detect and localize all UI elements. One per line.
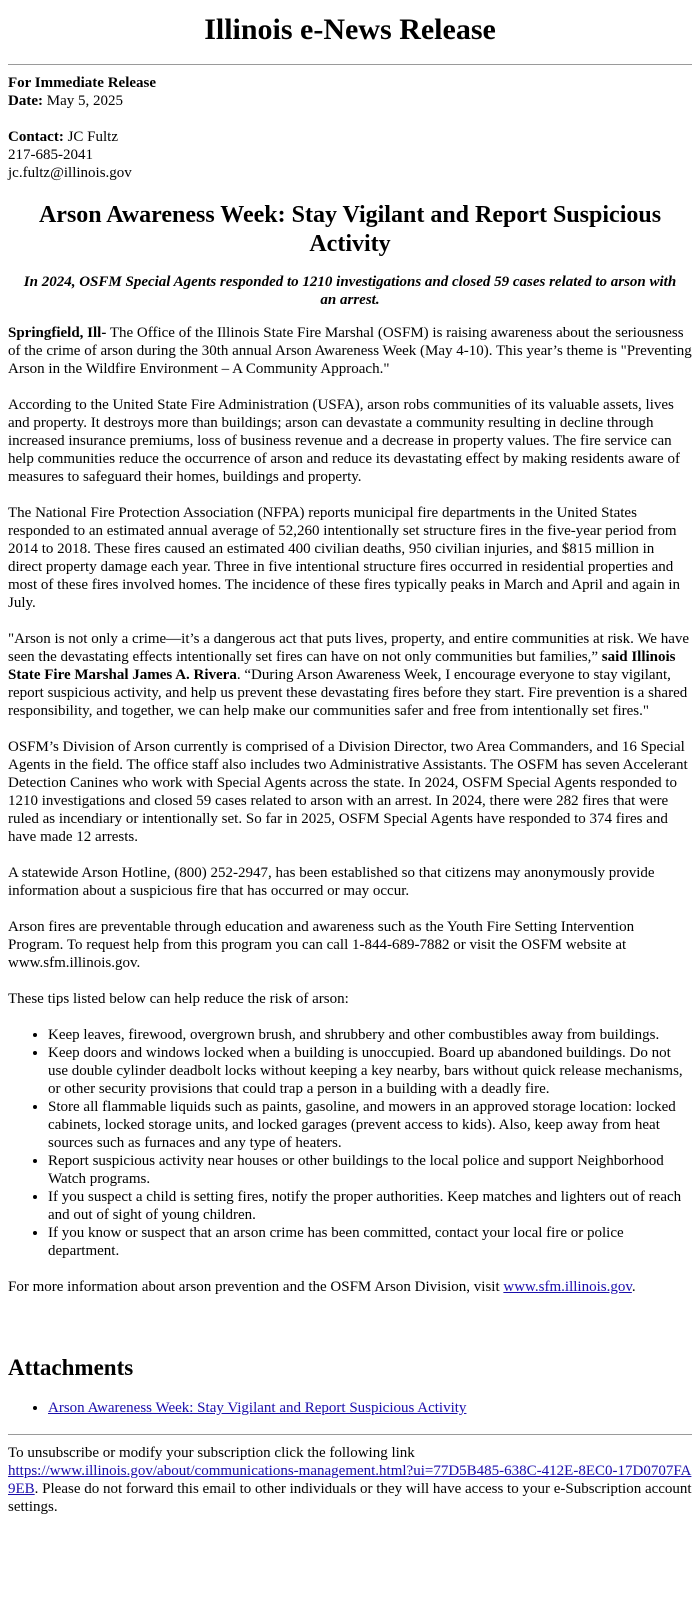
sfm-website-link[interactable]: www.sfm.illinois.gov: [503, 1279, 632, 1295]
list-item: • Keep leaves, firewood, overgrown brush, and shrubbery and other combustibles away from buildings.: [48, 1026, 692, 1044]
list-item: • If you suspect a child is setting fires, notify the proper authorities. Keep matches and lighters out of reach and out of sight of young children.: [48, 1188, 692, 1224]
release-date: [8, 92, 692, 110]
paragraph-tips-intro: These tips listed below can help reduce the risk of arson:: [8, 991, 349, 1007]
paragraph-intro: Springfield, Ill- The Office of the Illinois State Fire Marshal (OSFM) is raising awareness about the seriousness of the crime of arson during the 30th annual Arson Awareness Week (May 4-10). This year’s theme is "Preventing Arson in the Wildfire Environment – A Community Approach.": [8, 325, 692, 377]
release-meta: [8, 74, 692, 182]
list-item: • Report suspicious activity near houses or other buildings to the local police and support Neighborhood Watch programs.: [48, 1152, 692, 1188]
contact-line: [8, 128, 692, 146]
site-title: Illinois e-News Release: [204, 13, 496, 46]
dateline: Springfield, Ill-: [8, 325, 107, 341]
list-item: • Keep doors and windows locked when a building is unoccupied. Board up abandoned buildings. Do not use double cylinder deadbolt locks without keeping a key nearby, bars without quick release mechanisms, or other security provisions that could trap a person in a building with a deadly fire.: [48, 1044, 692, 1098]
contact-label: Contact:: [8, 129, 64, 145]
tips-list: [8, 1026, 692, 1260]
list-item: • If you know or suspect that an arson crime has been committed, contact your local fire or police department.: [48, 1224, 692, 1260]
date-label: Date:: [8, 93, 43, 109]
contact-email: jc.fultz@illinois.gov: [8, 165, 132, 181]
date-value: May 5, 2025: [46, 93, 123, 109]
paragraph-prevention: Arson fires are preventable through education and awareness such as the Youth Fire Setting Intervention Program. To request help from this program you can call 1-844-689-7882 or visit the OSFM website at www.sfm.illinois.gov.: [8, 919, 635, 971]
headline: Arson Awareness Week: Stay Vigilant and Report Suspicious Activity: [38, 202, 662, 257]
contact-name: JC Fultz: [67, 129, 119, 145]
attachment-item: [48, 1399, 692, 1417]
quote-attribution: said Illinois State Fire Marshal James A. Rivera: [8, 649, 676, 683]
paragraph-nfpa: The National Fire Protection Association (NFPA) reports municipal fire departments in the United States responded to an estimated annual average of 52,260 intentionally set structure fires in the five-year period from 2014 to 2018. These fires caused an estimated 400 civilian deaths, 950 civilian injuries, and $815 million in direct property damage each year. Three in five intentional structure fires occurred in residential properties and most of these fires involved homes. The incidence of these fires typically peaks in March and April and again in July.: [8, 505, 681, 611]
paragraph-division: OSFM’s Division of Arson currently is comprised of a Division Director, two Area Commanders, and 16 Special Agents in the field. The office staff also includes two Administrative Assistants. The OSFM has seven Accelerant Detection Canines who work with Special Agents across the state. In 2024, OSFM Special Agents responded to 1210 investigations and closed 59 cases related to arson with an arrest. In 2024, there were 282 fires that were ruled as incendiary or intentionally set. So far in 2025, OSFM Special Agents have responded to 374 fires and have made 12 arrests.: [8, 739, 688, 845]
header-divider: [8, 64, 692, 65]
attachments-title: Attachments: [8, 1355, 134, 1380]
paragraph-hotline: A statewide Arson Hotline, (800) 252-2947, has been established so that citizens may anonymously provide information about a suspicious fire that has occurred or may occur.: [8, 865, 655, 899]
attachment-link[interactable]: Arson Awareness Week: Stay Vigilant and Report Suspicious Activity: [48, 1400, 467, 1416]
paragraph-more-info: For more information about arson prevention and the OSFM Arson Division, visit www.sfm.illinois.gov.: [8, 1279, 636, 1295]
release-label: For Immediate Release: [8, 75, 157, 91]
paragraph-usfa: According to the United State Fire Administration (USFA), arson robs communities of its valuable assets, lives and property. It destroys more than buildings; arson can devastate a community resulting in decline through increased insurance premiums, loss of business revenue and a decrease in property values. The fire service can help communities reduce the occurrence of arson and reduce its devastating effect by making residents aware of measures to safeguard their homes, buildings and property.: [8, 397, 680, 485]
footer: [8, 1444, 692, 1516]
unsubscribe-text: To unsubscribe or modify your subscription click the following link https://www.illinois.gov/about/communications-management.html?ui=77D5B485-638C-412E-8EC0-17D0707FA9EB. Please do not forward this email to other individuals or they will have access to your e-Subscription account settings.: [8, 1445, 692, 1515]
contact-phone: 217-685-2041: [8, 147, 93, 163]
subhead: In 2024, OSFM Special Agents responded to 1210 investigations and closed 59 cases related to arson with an arrest.: [23, 274, 677, 308]
unsubscribe-link[interactable]: https://www.illinois.gov/about/communications-management.html?ui=77D5B485-638C-412E-8EC0-17D0707FA9EB: [8, 1463, 692, 1497]
attachments-list: [8, 1399, 692, 1417]
footer-divider: [8, 1434, 692, 1435]
list-item: • Store all flammable liquids such as paints, gasoline, and mowers in an approved storage location: locked cabinets, locked storage units, and locked garages (prevent access to kids). Also, keep away from heat sources such as furnaces and any type of heaters.: [48, 1098, 692, 1152]
paragraph-quote: "Arson is not only a crime—it’s a dangerous act that puts lives, property, and entire communities at risk. We have seen the devastating effects intentionally set fires can have on not only communities but families,” said Illinois State Fire Marshal James A. Rivera. “During Arson Awareness Week, I encourage everyone to stay vigilant, report suspicious activity, and help us prevent these devastating fires before they start. Fire prevention is a shared responsibility, and together, we can help make our communities safer and free from intentionally set fires.": [8, 631, 690, 719]
